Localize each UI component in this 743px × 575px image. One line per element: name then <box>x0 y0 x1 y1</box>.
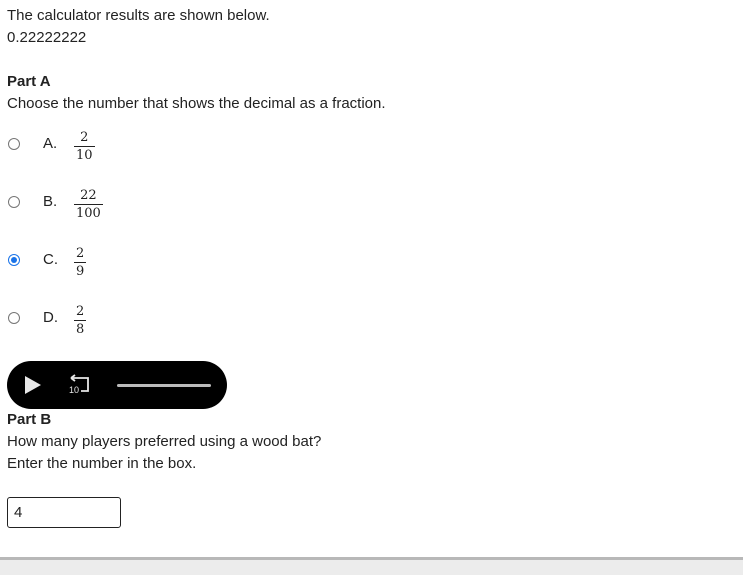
option-c[interactable] <box>7 246 307 286</box>
part-b-question: How many players preferred using a wood bat? <box>7 433 322 450</box>
option-a-numerator: 2 <box>74 130 95 147</box>
option-b-radio[interactable] <box>8 196 20 208</box>
option-c-fraction <box>74 246 86 279</box>
option-a-denominator: 10 <box>76 148 93 163</box>
option-c-radio[interactable] <box>8 254 20 266</box>
play-icon[interactable] <box>25 376 41 394</box>
option-d[interactable] <box>7 304 307 344</box>
option-c-denominator: 9 <box>76 264 85 279</box>
option-b-numerator: 22 <box>74 188 103 205</box>
option-d-radio[interactable] <box>8 312 20 324</box>
option-b-fraction <box>74 188 103 221</box>
rewind-10-icon[interactable] <box>67 374 93 396</box>
answer-input[interactable] <box>7 497 121 528</box>
option-d-numerator: 2 <box>76 304 85 319</box>
option-b[interactable] <box>7 188 307 228</box>
intro-text: The calculator results are shown below. <box>7 7 270 24</box>
rewind-label: 10 <box>69 385 80 395</box>
option-a[interactable] <box>7 130 307 170</box>
option-b-letter: B. <box>43 193 58 210</box>
option-d-letter: D. <box>43 309 58 326</box>
option-a-fraction <box>74 130 95 163</box>
option-a-radio[interactable] <box>8 138 20 150</box>
option-d-denominator: 8 <box>76 322 85 337</box>
part-b-title: Part B <box>7 411 52 428</box>
option-c-letter: C. <box>43 251 58 268</box>
calculator-result: 0.22222222 <box>7 29 87 46</box>
bottom-toolbar-area <box>0 560 743 575</box>
audio-progress-bar[interactable] <box>117 384 211 387</box>
part-b-instruction: Enter the number in the box. <box>7 455 197 472</box>
option-a-letter: A. <box>43 135 58 152</box>
part-a-title: Part A <box>7 73 51 90</box>
part-a-prompt: Choose the number that shows the decimal as a fraction. <box>7 95 386 112</box>
option-b-denominator: 100 <box>76 206 101 221</box>
option-d-fraction <box>74 304 86 337</box>
audio-player <box>7 361 227 409</box>
option-c-numerator: 2 <box>76 246 85 261</box>
